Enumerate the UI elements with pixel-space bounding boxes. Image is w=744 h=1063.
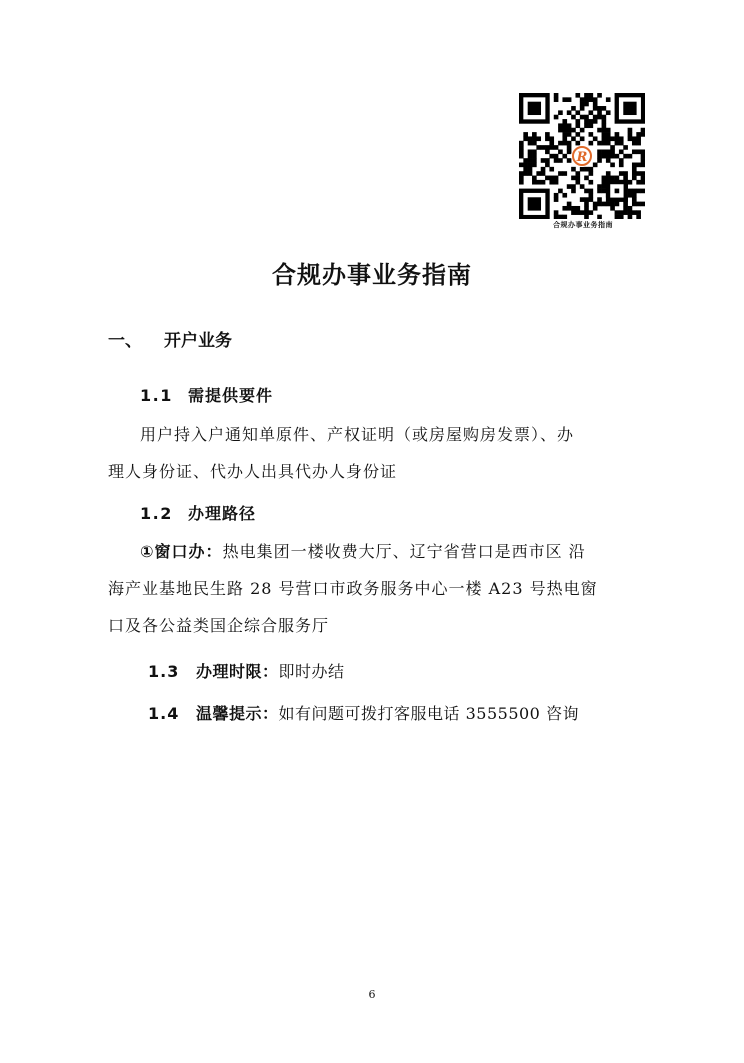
subsection-1-3 (148, 659, 345, 682)
section-number: 一、 (108, 331, 142, 351)
subsection-number: 1.3 (148, 662, 180, 681)
qr-code-icon (519, 93, 645, 219)
subsection-title: 办理路径 (188, 504, 257, 523)
subsection-number: 1.2 (140, 504, 173, 523)
subsection-title: 需提供要件 (188, 386, 274, 405)
route-lead: ①窗口办： (140, 542, 223, 561)
requirements-paragraph (108, 416, 640, 490)
tip-value: 如有问题可拨打客服电话 3555500 咨询 (278, 704, 579, 723)
page-number: 6 (368, 988, 376, 1001)
document-title: 合规办事业务指南 (272, 261, 472, 289)
paragraph-line: 用户持入户通知单原件、产权证明（或房屋购房发票）、办 (140, 425, 575, 444)
route-paragraph (108, 533, 638, 644)
processing-time-label: 办理时限： (196, 662, 279, 681)
paragraph-line: 理人身份证、代办人出具代办人身份证 (108, 462, 398, 481)
paragraph-line (140, 533, 638, 570)
subsection-number: 1.1 (140, 386, 173, 405)
tip-label: 温馨提示： (196, 704, 279, 723)
subsection-1-4 (148, 701, 579, 724)
paragraph-line: 海产业基地民生路 28 号营口市政务服务中心一楼 A23 号热电窗 (108, 579, 598, 598)
qr-logo-badge: R (576, 150, 588, 165)
processing-time-value: 即时办结 (278, 662, 345, 681)
subsection-number: 1.4 (148, 704, 180, 723)
section-heading (108, 326, 232, 351)
qr-caption: 合规办事业务指南 (553, 221, 613, 229)
subsection-1-2-heading (140, 501, 256, 524)
qr-code-block (519, 93, 647, 230)
subsection-1-1-heading (140, 383, 273, 406)
section-title: 开户业务 (164, 331, 232, 351)
paragraph-line: 口及各公益类国企综合服务厅 (108, 616, 330, 635)
route-text: 热电集团一楼收费大厅、辽宁省营口是西市区 沿 (222, 542, 586, 561)
